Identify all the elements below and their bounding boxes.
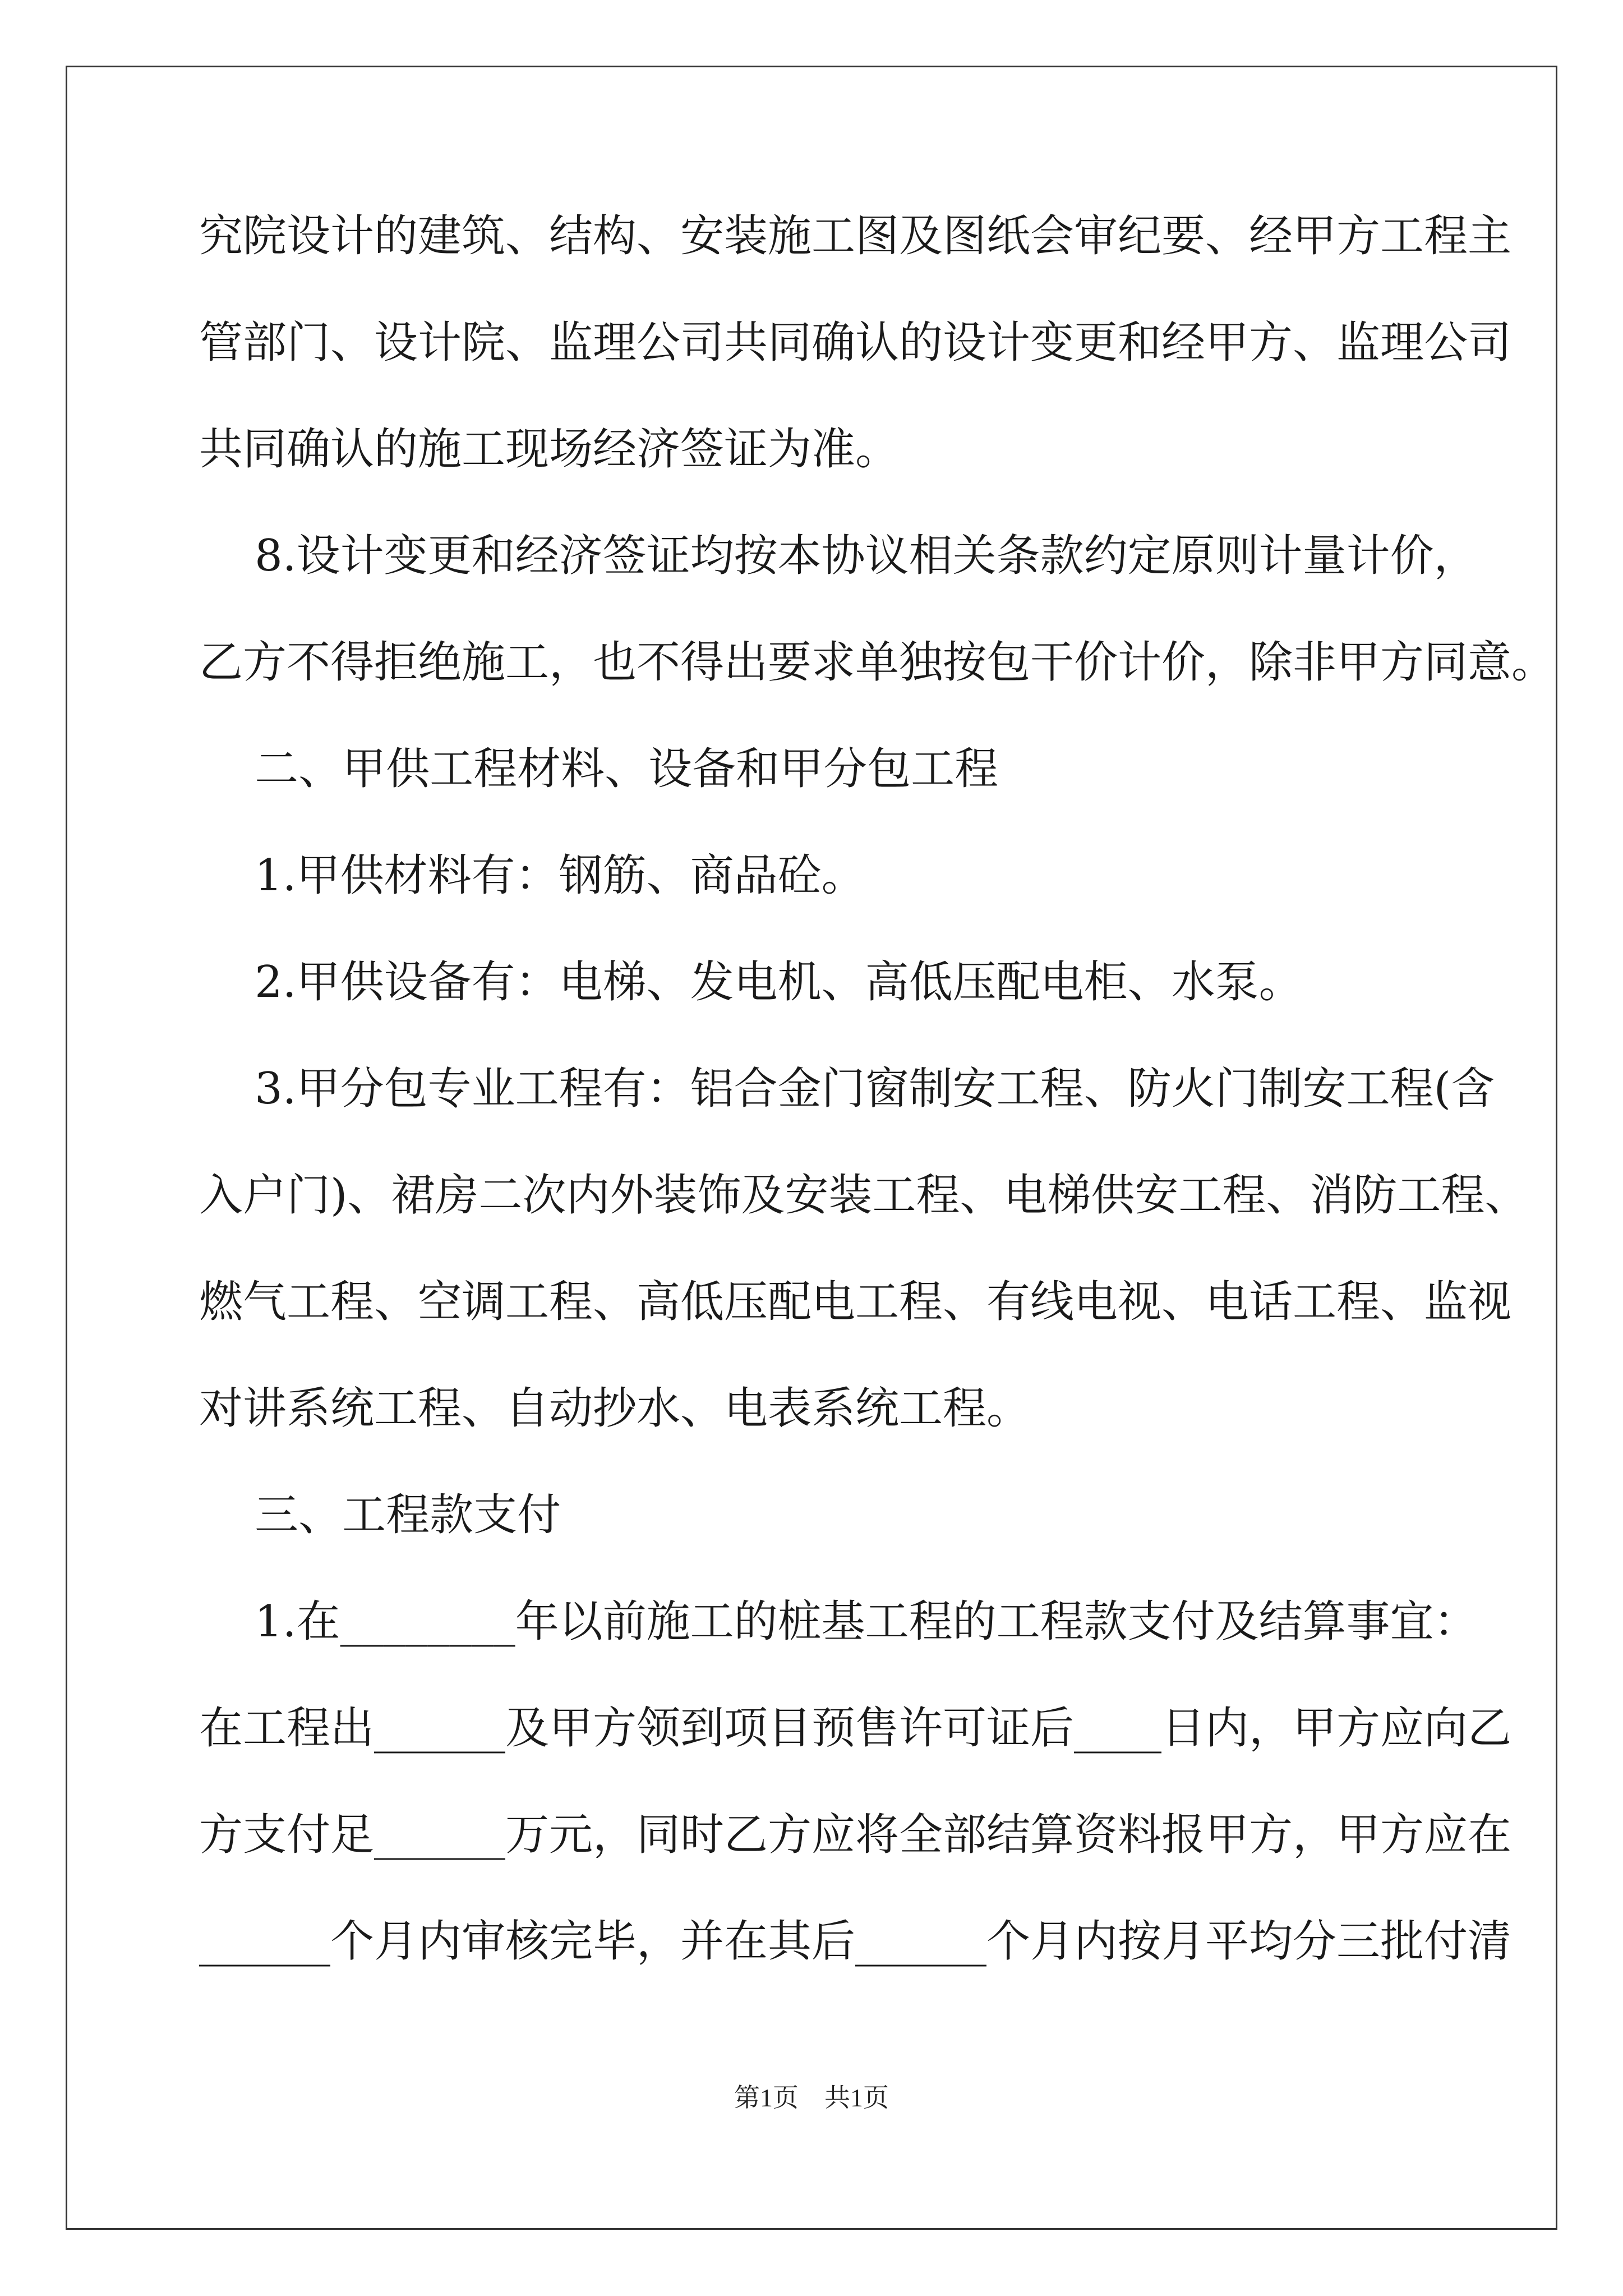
text-line: 2.甲供设备有：电梯、发电机、高低压配电柜、水泵。 bbox=[199, 957, 1303, 1007]
text-line: 在工程出______及甲方领到项目预售许可证后____日内，甲方应向乙 bbox=[199, 1703, 1512, 1754]
text-line: 燃气工程、空调工程、高低压配电工程、有线电视、电话工程、监视 bbox=[199, 1277, 1512, 1327]
text-line: 1.甲供材料有：钢筋、商品砼。 bbox=[199, 850, 865, 901]
text-line: 入户门)、裙房二次内外装饰及安装工程、电梯供安工程、消防工程、 bbox=[199, 1170, 1529, 1221]
text-line: 3.甲分包专业工程有：铝合金门窗制安工程、防火门制安工程(含 bbox=[199, 1064, 1495, 1114]
text-line: 管部门、设计院、监理公司共同确认的设计变更和经甲方、监理公司 bbox=[199, 318, 1512, 368]
text-line: 8.设计变更和经济签证均按本协议相关条款约定原则计量计价， bbox=[199, 531, 1478, 581]
text-line: 三、工程款支付 bbox=[199, 1490, 561, 1540]
text-line: 对讲系统工程、自动抄水、电表系统工程。 bbox=[199, 1383, 1031, 1434]
text-line: ______个月内审核完毕，并在其后______个月内按月平均分三批付清 bbox=[199, 1916, 1512, 1967]
page-number-footer: 第1页 共1页 bbox=[734, 2083, 889, 2112]
text-line: 乙方不得拒绝施工，也不得出要求单独按包干价计价，除非甲方同意。 bbox=[199, 637, 1556, 688]
text-line: 二、甲供工程材料、设备和甲分包工程 bbox=[199, 744, 999, 794]
text-line: 共同确认的施工现场经济签证为准。 bbox=[199, 424, 900, 475]
text-line: 方支付足______万元，同时乙方应将全部结算资料报甲方，甲方应在 bbox=[199, 1810, 1512, 1860]
page-border bbox=[66, 66, 1557, 2230]
text-line: 1.在________年以前施工的桩基工程的工程款支付及结算事宜： bbox=[199, 1596, 1478, 1647]
text-line: 究院设计的建筑、结构、安装施工图及图纸会审纪要、经甲方工程主 bbox=[199, 211, 1512, 261]
